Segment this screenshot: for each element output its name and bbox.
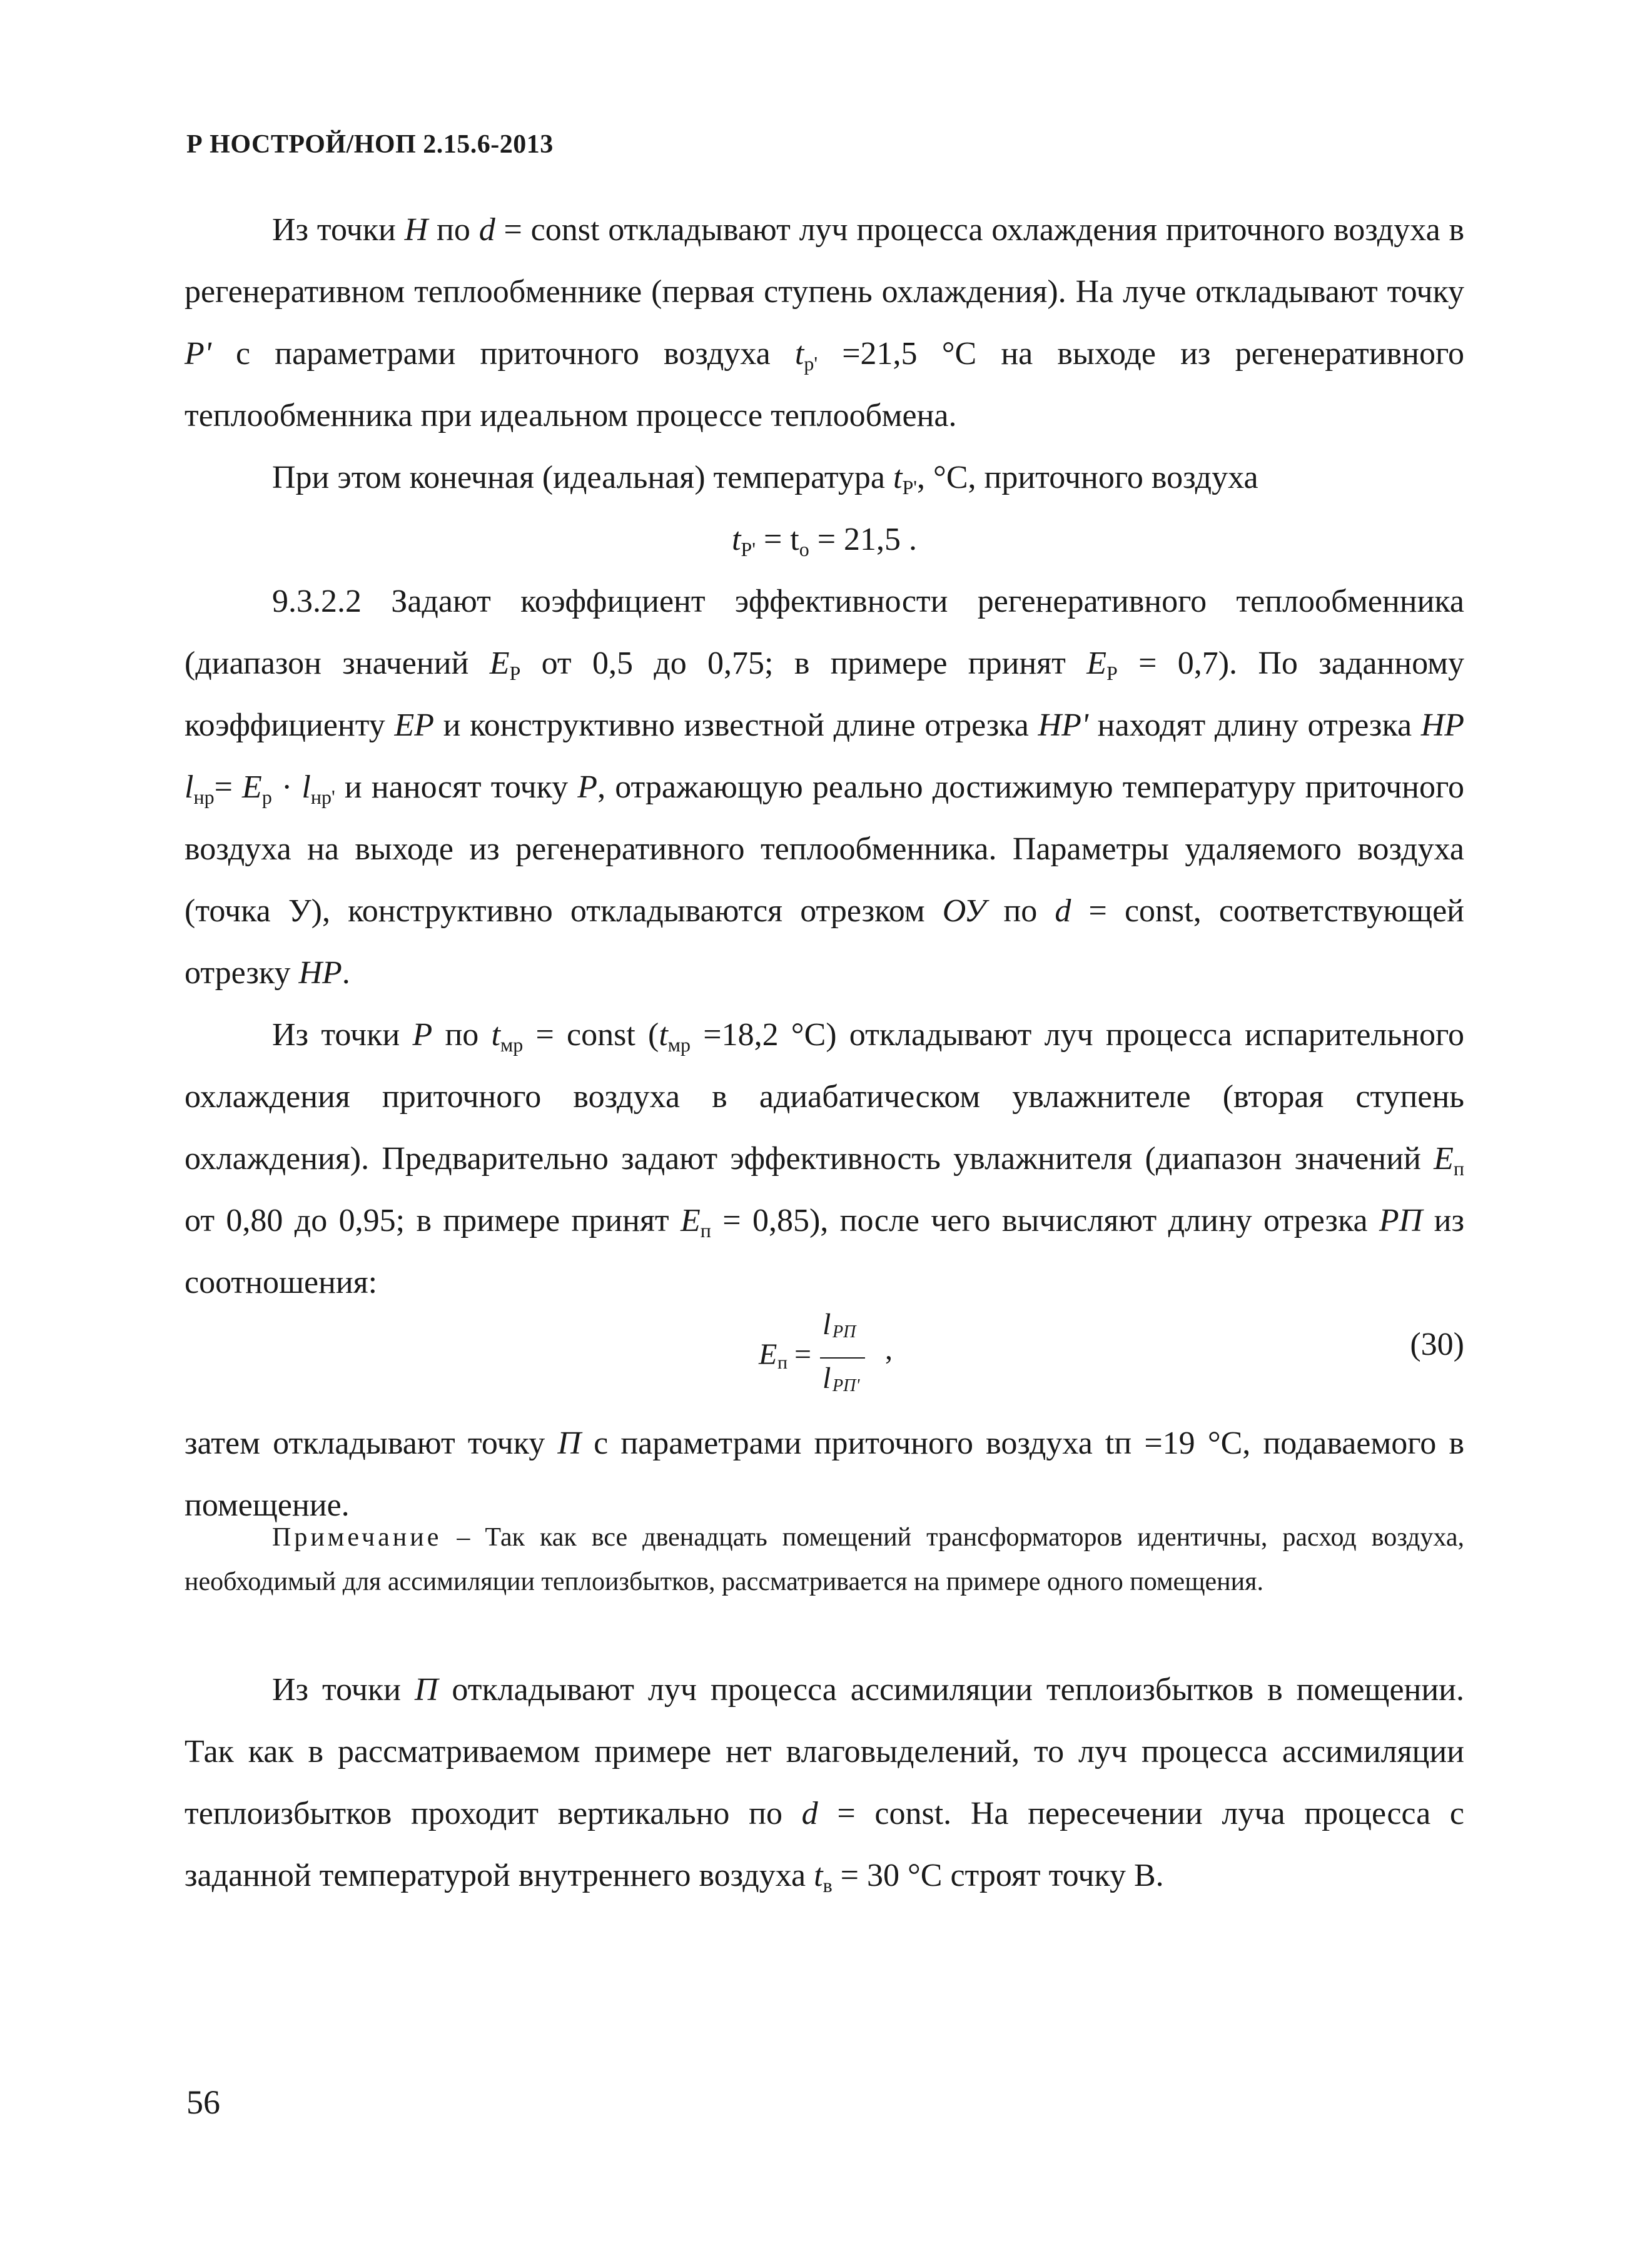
variable: t [814,1858,823,1893]
variable: d [478,212,495,248]
note-label: Примечание [272,1523,442,1552]
text: При этом конечная (идеальная) температура [272,460,894,495]
text: · [271,769,302,805]
text: = 0,7). По заданному коэффициенту [185,645,1464,743]
equation-30 [185,1307,1464,1414]
paragraph-4 [185,1004,1464,1314]
paragraph-1 [185,199,1464,447]
text: находят длину отрезка [1088,707,1421,743]
text: = t [755,522,799,557]
subscript: РП' [833,1376,860,1395]
text: и наносят точку [335,769,578,805]
subscript: мр [667,1033,691,1056]
variable: Е [759,1338,777,1371]
comma: , [885,1333,893,1366]
subscript: РП [833,1322,856,1342]
segment-label: ОУ [942,893,986,929]
text: Из точки [272,1017,413,1053]
text: от 0,5 до 0,75; в примере принят [520,645,1087,681]
variable: t [893,460,903,495]
variable: t [731,522,741,557]
text: . [342,955,350,991]
variable: Е [242,769,262,805]
variable: Е [1086,645,1106,681]
page-number: 56 [186,2083,220,2121]
segment-label: НР [298,955,342,991]
text: =21,5 °С на выходе из регенеративного теплообменника при идеальном процессе теплообмена. [185,336,1464,433]
variable: l [185,769,194,805]
subscript: в [823,1874,833,1896]
text: затем откладывают точку [185,1425,558,1461]
subscript: Р [509,662,521,684]
fraction-numerator: l [823,1308,831,1341]
text: Из точки [272,1672,415,1708]
text: = const. На пересечении луча процесса с заданной температурой внутреннего воздуха [185,1796,1465,1893]
subscript: п [777,1352,788,1373]
note [185,1516,1464,1604]
subscript: р' [804,352,818,375]
subscript: нр' [310,786,335,808]
equation-1 [185,509,1464,570]
text: = const откладывают луч процесса охлаждения приточного воздуха в регенеративном теплообменнике (первая ступень охлаждения). На луче откладывают точку [185,212,1465,310]
text: откладывают луч процесса ассимиляции теплоизбытков в помещении. Так как в рассматриваемом примере нет влаговыделений, то луч процесса ассимиляции теплоизбытков проходит вертикально по [185,1672,1465,1831]
text: по [432,1017,492,1053]
variable: d [1055,893,1071,929]
point-label: Р [412,1017,433,1053]
variable: t [794,336,804,372]
point-label: П [414,1672,438,1708]
variable: t [659,1017,668,1053]
text: Из точки [272,212,405,248]
fraction-bar [820,1357,865,1359]
text: и конструктивно известной длине отрезка [433,707,1038,743]
subscript: о [799,538,809,560]
text: = 21,5 . [809,522,918,557]
variable: t [491,1017,500,1053]
variable: Е [489,645,510,681]
variable: ЕР [394,707,434,743]
document-header: Р НОСТРОЙ/НОП 2.15.6-2013 [186,130,554,159]
point-label: Р [577,769,598,805]
subscript: п [700,1219,711,1242]
variable: Е [681,1203,701,1238]
paragraph-3 [185,570,1464,1004]
paragraph-6 [185,1659,1464,1906]
text: , отражающую реально достижимую температуру приточного воздуха на выходе из регенеративного теплообменника. Параметры удаляемого воздуха (точка У), конструктивно откладываются отрезком [185,769,1464,929]
text: с параметрами приточного воздуха tп =19 °С, подаваемого в помещение. [185,1425,1464,1523]
text: = const ( [523,1017,659,1053]
text: из соотношения: [185,1203,1464,1300]
subscript: нр [193,786,215,808]
note-text: – Так как все двенадцать помещений трансформаторов идентичны, расход воздуха, необходимый для ассимиляции теплоизбытков, рассматривается на примере одного помещения. [185,1523,1464,1596]
variable: Е [1434,1141,1454,1177]
text: по [986,893,1055,929]
segment-label: НР' [1038,707,1088,743]
text: 9.3.2.2 Задают коэффициент эффективности регенеративного теплообменника (диапазон значений [185,584,1464,681]
subscript: Р [1106,662,1118,684]
text: = [214,769,243,805]
variable: l [301,769,311,805]
subscript: Р' [741,538,756,560]
point-label: P' [185,336,211,372]
paragraph-2 [185,447,1464,509]
text: от 0,80 до 0,95; в примере принят [185,1203,681,1238]
subscript: п [1453,1157,1464,1180]
text: = 0,85), после чего вычисляют длину отрезка [711,1203,1379,1238]
equals-sign: = [794,1338,812,1371]
text: с параметрами приточного воздуха [211,336,795,372]
text: =18,2 °С) откладывают луч процесса испарительного охлаждения приточного воздуха в адиабатическом увлажнителе (вторая ступень охлаждения). Предварительно задают эффективность увлажнителя (диапазон значений [185,1017,1465,1177]
text: = 30 °С строят точку В. [832,1858,1164,1893]
text: , °С, приточного воздуха [917,460,1258,495]
point-label: П [557,1425,581,1461]
variable: d [801,1796,818,1831]
subscript: р [261,786,272,808]
point-label: Н [404,212,428,248]
segment-label: НР [1420,707,1465,743]
text: по [428,212,479,248]
equation-number: (30) [1410,1327,1464,1362]
subscript: мр [500,1033,524,1056]
segment-label: РП [1379,1203,1423,1238]
subscript: Р' [902,476,918,499]
text: = const, соответствующей отрезку [185,893,1465,991]
fraction-denominator: l [823,1362,831,1395]
